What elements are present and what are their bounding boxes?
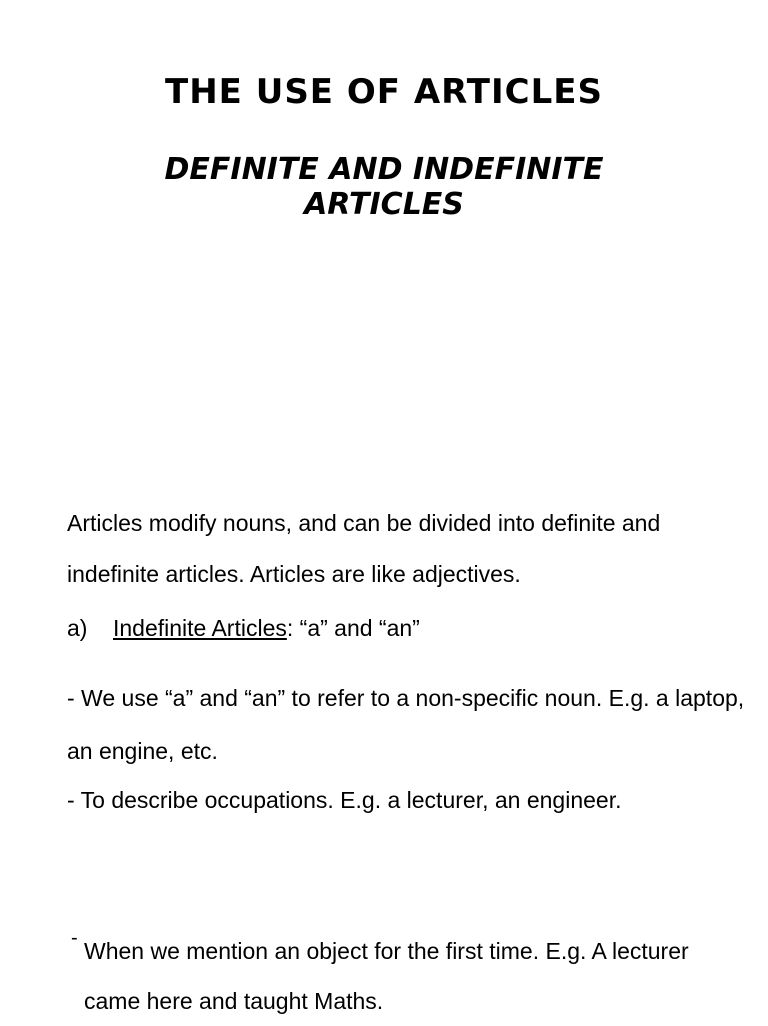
page-subtitle: DEFINITE AND INDEFINITE ARTICLES	[164, 152, 604, 222]
point-non-specific-noun: - We use “a” and “an” to refer to a non-specific noun. E.g. a laptop, an engine, etc.	[67, 685, 745, 764]
point-first-mention: When we mention an object for the first time. E.g. A lecturer came here and taught Maths.	[84, 938, 689, 1014]
section-a-rest: : “a” and “an”	[286, 615, 420, 641]
section-a-term: Indefinite Articles	[113, 615, 287, 641]
section-a-heading	[67, 612, 420, 644]
list-marker: a)	[67, 615, 88, 641]
intro-paragraph: Articles modify nouns, and can be divided into definite and indefinite articles. Articles are like adjectives.	[67, 510, 661, 587]
page-title: THE USE OF ARTICLES	[165, 72, 603, 112]
bullet-dash: -	[71, 927, 78, 949]
point-occupations: - To describe occupations. E.g. a lecturer, an engineer.	[67, 787, 622, 813]
